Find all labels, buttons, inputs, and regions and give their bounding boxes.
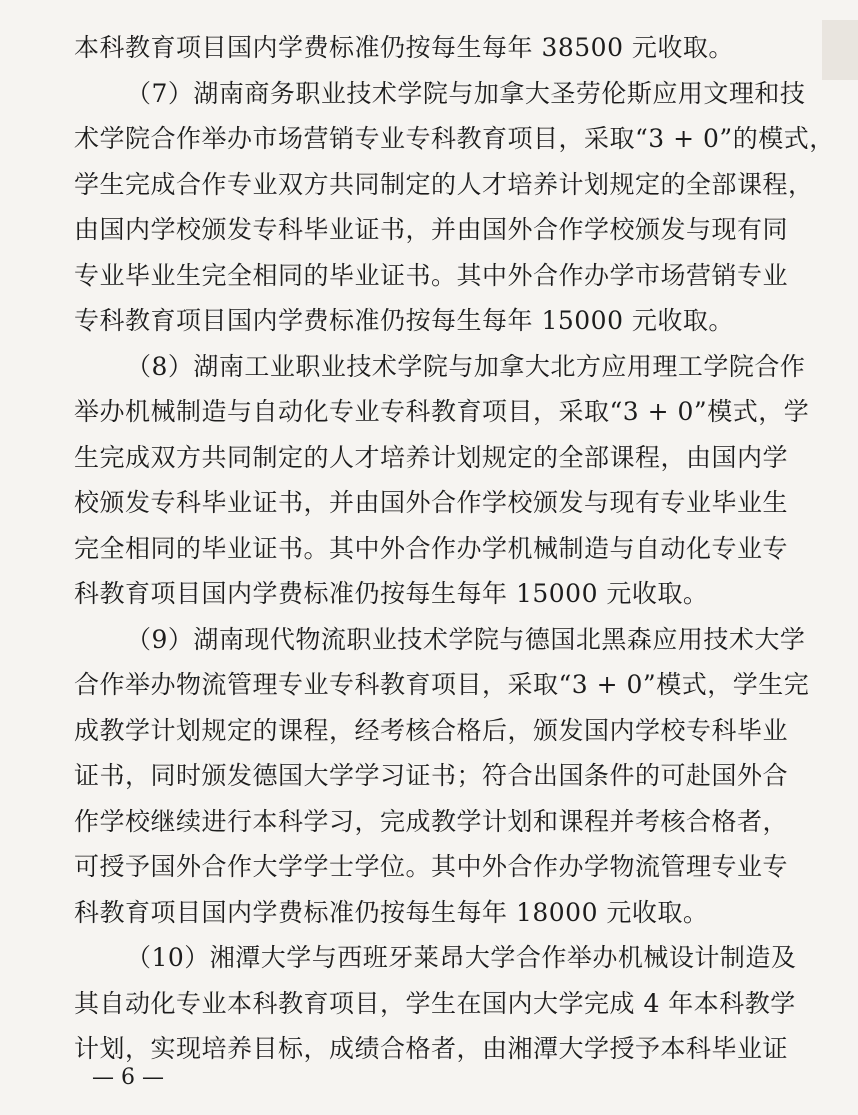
paragraph-8-start: （8）湖南工业职业技术学院与加拿大北方应用理工学院合作 [126,351,806,381]
text-line: 举办机械制造与自动化专业专科教育项目，采取“3 + 0”模式，学 [74,397,810,426]
text-line: 完全相同的毕业证书。其中外合作办学机械制造与自动化专业专 [74,533,789,563]
paragraph-9-start: （9）湖南现代物流职业技术学院与德国北黑森应用技术大学 [126,624,806,654]
text-line: 科教育项目国内学费标准仍按每生每年 18000 元收取。 [74,897,709,927]
text-line: 成教学计划规定的课程，经考核合格后，颁发国内学校专科毕业 [74,715,789,745]
text-line: 专科教育项目国内学费标准仍按每生每年 15000 元收取。 [74,306,734,335]
text-line: 其自动化专业本科教育项目，学生在国内大学完成 4 年本科教学 [74,988,796,1018]
text-line: 科教育项目国内学费标准仍按每生每年 15000 元收取。 [74,579,709,608]
show-through-artifact [822,20,858,80]
text-line: 学生完成合作专业双方共同制定的人才培养计划规定的全部课程， [74,169,814,199]
text-line: 证书，同时颁发德国大学学习证书；符合出国条件的可赴国外合 [74,761,789,790]
paragraph-10-start: （10）湘潭大学与西班牙莱昂大学合作举办机械设计制造及 [126,943,797,972]
text-line: 合作举办物流管理专业专科教育项目，采取“3 + 0”模式，学生完 [74,670,810,699]
text-line: 生完成双方共同制定的人才培养计划规定的全部课程，由国内学 [74,442,789,472]
text-line: 本科教育项目国内学费标准仍按每生每年 38500 元收取。 [74,33,734,62]
text-line: 专业毕业生完全相同的毕业证书。其中外合作办学市场营销专业 [74,260,789,290]
paragraph-7-start: （7）湖南商务职业技术学院与加拿大圣劳伦斯应用文理和技 [126,78,806,108]
text-line: 术学院合作举办市场营销专业专科教育项目，采取“3 + 0”的模式， [74,124,835,153]
text-line: 校颁发专科毕业证书，并由国外合作学校颁发与现有专业毕业生 [74,488,789,517]
text-line: 可授予国外合作大学学士学位。其中外合作办学物流管理专业专 [74,852,789,881]
text-line: 作学校继续进行本科学习，完成教学计划和课程并考核合格者， [74,806,789,836]
text-line: 计划，实现培养目标，成绩合格者，由湘潭大学授予本科毕业证 [74,1034,789,1063]
text-line: 由国内学校颁发专科毕业证书，并由国外合作学校颁发与现有同 [74,215,789,244]
page-number: — 6 — [92,1065,164,1090]
